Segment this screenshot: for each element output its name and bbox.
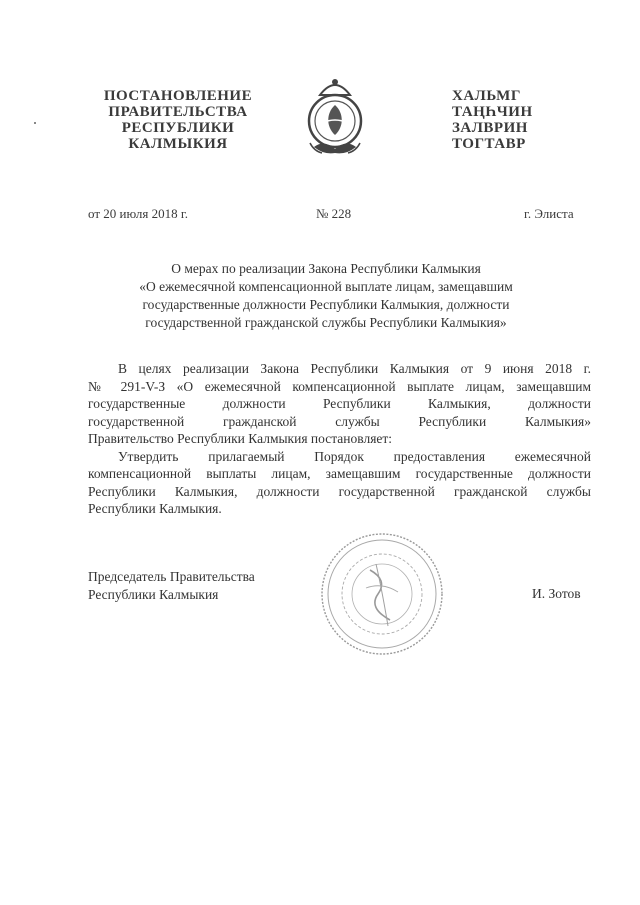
signatory-position-line: Председатель Правительства bbox=[88, 569, 255, 584]
document-city: г. Элиста bbox=[524, 206, 574, 221]
header-left-line: РЕСПУБЛИКИ bbox=[121, 120, 235, 136]
body-line: Правительство Республики Калмыкия постановляет: bbox=[88, 431, 393, 446]
header-left-line: ПРАВИТЕЛЬСТВА bbox=[108, 104, 248, 120]
body-line: Республики Калмыкия, должности государственной гражданской службы bbox=[88, 483, 591, 499]
header-right-line: ТАҢҺЧИН bbox=[452, 104, 533, 120]
header-left-line: КАЛМЫКИЯ bbox=[128, 136, 228, 152]
header-left-line: ПОСТАНОВЛЕНИЕ bbox=[103, 88, 253, 104]
document-number: № 228 bbox=[316, 206, 352, 221]
body-line: государственной гражданской службы Республики Калмыкия» bbox=[88, 413, 591, 429]
body-line: № 291-V-З «О ежемесячной компенсационной выплате лицам, замещавшим bbox=[88, 378, 591, 394]
signatory-position bbox=[88, 568, 255, 604]
body-line: государственные должности Республики Калмыкия, должности bbox=[88, 396, 591, 411]
header-right-line: ХАЛЬМГ bbox=[452, 88, 521, 104]
header-left-ru bbox=[88, 88, 268, 152]
header-right-xal bbox=[452, 88, 552, 152]
body-line: Утвердить прилагаемый Порядок предоставления ежемесячной bbox=[118, 448, 591, 464]
kalmykia-emblem-icon bbox=[302, 73, 368, 163]
body-line: компенсационной выплаты лицам, замещавшим государственные должности bbox=[88, 466, 591, 481]
title-line: О мерах по реализации Закона Республики Калмыкия bbox=[171, 261, 481, 276]
signatory-position-line: Республики Калмыкия bbox=[88, 587, 219, 602]
body-line: В целях реализации Закона Республики Калмыкия от 9 июня 2018 г. bbox=[118, 361, 591, 376]
signatory-name: И. Зотов bbox=[532, 586, 581, 601]
header-right-line: ЗАЛВРИН bbox=[452, 120, 528, 136]
document-date: от 20 июля 2018 г. bbox=[88, 206, 188, 221]
document-body bbox=[88, 360, 591, 518]
title-line: «О ежемесячной компенсационной выплате лицам, замещавшим bbox=[139, 279, 513, 294]
official-seal-icon bbox=[318, 530, 446, 658]
title-line: государственной гражданской службы Республики Калмыкия» bbox=[145, 315, 507, 330]
document-title bbox=[98, 260, 554, 332]
title-line: государственные должности Республики Калмыкия, должности bbox=[142, 297, 510, 312]
scan-speck bbox=[34, 122, 36, 124]
body-line: Республики Калмыкия. bbox=[88, 501, 222, 516]
header-right-line: ТОГТАВР bbox=[452, 136, 526, 152]
